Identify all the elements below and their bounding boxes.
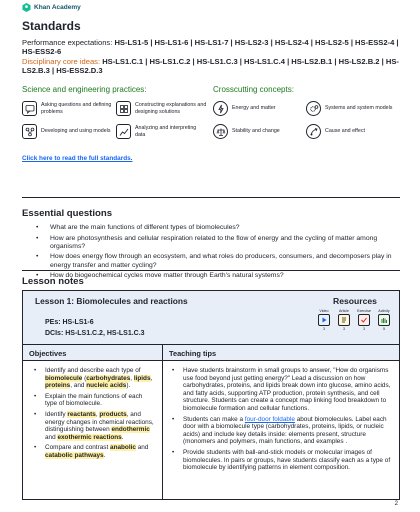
- resource-activity[interactable]: [376, 309, 392, 331]
- list-item: • How do biogeochemical cycles move matter through Earth's natural systems?: [50, 272, 395, 280]
- resource-label: Video: [319, 309, 329, 313]
- objectives-list: [31, 367, 156, 463]
- exercise-icon: [358, 314, 370, 326]
- resource-count: 3: [363, 327, 365, 331]
- resource-label: Activity: [378, 309, 390, 313]
- cc-title: Crosscutting concepts:: [213, 85, 294, 94]
- list-item: • Identify and describe each type of biomolecule (carbohydrates, lipids, proteins, and nucleic acids).: [31, 367, 156, 390]
- cc-cause-effect: [306, 124, 400, 139]
- list-item: • Compare and contrast anabolic and catabolic pathways.: [31, 444, 156, 459]
- resource-video[interactable]: [316, 309, 332, 331]
- sep-item-label: Developing and using models: [41, 128, 111, 135]
- sep-constructing-explanations: [116, 101, 211, 116]
- gears-icon: [306, 101, 321, 116]
- list-item: • Have students brainstorm in small groups to answer, "How do organisms use food beyond just getting energy?" Lead a discussion on how carbohydrates, proteins, and lipids break down into glucose, amino acids, and fatty acids, supporting ATP production, protein synthesis, and cell structure. Students can create a concept map linking food breakdown to biomolecule formation and cellular functions.: [169, 367, 395, 413]
- question-bubble-icon: [22, 101, 37, 116]
- sep-asking-questions: [22, 101, 112, 116]
- cc-item-label: Cause and effect: [325, 128, 365, 135]
- four-door-foldable-link[interactable]: four-door foldable: [244, 415, 295, 423]
- cc-systems-models: [306, 101, 400, 116]
- dci-codes: HS-LS1.C.1 | HS-LS1.C.2 | HS-LS1.C.3 | HS-LS1.C.4 | HS-LS2.B.1 | HS-LS2.B.2 | HS-LS2.B.3 | HS-ESS2.D.3: [22, 57, 399, 76]
- disciplinary-core-ideas: [22, 57, 400, 76]
- resources-title: Resources: [333, 296, 377, 306]
- lesson-notes-title: Lesson notes: [22, 276, 84, 287]
- resource-label: Exercise: [357, 309, 371, 313]
- resource-count: 3: [323, 327, 325, 331]
- essential-questions-list: [50, 224, 395, 283]
- lesson-pes: PEs: HS-LS1-6: [45, 319, 94, 326]
- khan-academy-logo: [22, 3, 81, 12]
- objectives-header: Objectives: [23, 345, 162, 361]
- essential-questions-title: Essential questions: [22, 208, 113, 219]
- page-number: 2: [394, 501, 398, 507]
- dci-label: Disciplinary core ideas:: [22, 57, 101, 66]
- cc-item-label: Systems and system models: [325, 105, 393, 112]
- list-item: • Identify reactants, products, and energy changes in chemical reactions, distinguishing between endothermic and exothermic reactions.: [31, 411, 156, 441]
- resource-label: Article: [339, 309, 349, 313]
- article-icon: [338, 314, 350, 326]
- standards-title: Standards: [22, 19, 81, 33]
- list-item: • What are the main functions of different types of biomolecules?: [50, 224, 395, 232]
- activity-icon: [378, 314, 390, 326]
- resource-exercise[interactable]: [356, 309, 372, 331]
- section-divider: [22, 197, 400, 198]
- cc-energy-matter: [213, 101, 301, 116]
- puzzle-icon: [116, 101, 131, 116]
- cc-item-label: Energy and matter: [232, 105, 276, 112]
- list-item: • Explain the main functions of each type of biomolecule.: [31, 393, 156, 408]
- sep-item-label: Constructing explanations and designing solutions: [135, 102, 207, 115]
- resource-article[interactable]: [336, 309, 352, 331]
- lesson-dcis: DCIs: HS-LS1.C.2, HS-LS1.C.3: [45, 330, 145, 337]
- sep-item-label: Analyzing and interpreting data: [135, 125, 197, 138]
- sep-title: Science and engineering practices:: [22, 85, 147, 94]
- lesson-title: Lesson 1: Biomolecules and reactions: [35, 296, 188, 306]
- sep-item-label: Asking questions and defining problems: [41, 102, 112, 115]
- lesson-card: [22, 290, 400, 500]
- list-item: • How does energy flow through an ecosystem, and what roles do producers, consumers, and decomposers play in energy transfer and matter cycling?: [50, 253, 395, 269]
- cc-item-label: Stability and change: [232, 128, 280, 135]
- list-item: • Provide students with ball-and-stick models or molecular images of biomolecules. In pairs or groups, have students classify each as a type of biomolecule by identifying patterns in element composition.: [169, 449, 395, 472]
- model-nodes-icon: [22, 124, 37, 139]
- full-standards-link[interactable]: Click here to read the full standards.: [22, 155, 133, 162]
- performance-expectations: [22, 38, 400, 57]
- cause-effect-icon: [306, 124, 321, 139]
- sep-developing-models: [22, 124, 112, 139]
- khan-academy-leaf-icon: [22, 3, 31, 12]
- list-item: • How are photosynthesis and cellular respiration related to the flow of energy and the cycling of matter among organisms?: [50, 235, 395, 251]
- list-item: • Students can make a four-door foldable about biomolecules. Label each door with a biomolecule type (carbohydrates, proteins, lipids, or nucleic acids) and include key details inside: elements present, structure (monomers and polymers, main functions, and examples .: [169, 416, 395, 446]
- line-graph-icon: [116, 124, 131, 139]
- teaching-tips-header: Teaching tips: [163, 345, 399, 361]
- resource-count: 3: [343, 327, 345, 331]
- column-divider: [162, 345, 163, 500]
- pe-label: Performance expectations:: [22, 38, 113, 47]
- energy-matter-icon: [213, 101, 228, 116]
- cc-stability-change: [213, 124, 301, 139]
- teaching-tips-list: [169, 367, 395, 475]
- balance-scale-icon: [213, 124, 228, 139]
- resource-count: 5: [383, 327, 385, 331]
- brand-name: Khan Academy: [34, 4, 81, 11]
- pe-codes: HS-LS1-5 | HS-LS1-6 | HS-LS1-7 | HS-LS2-3 | HS-LS2-4 | HS-LS2-5 | HS-ESS2-4 | HS-ESS2-6: [22, 38, 399, 57]
- section-divider: [22, 270, 400, 271]
- lesson-header: [23, 291, 399, 345]
- video-icon: [318, 314, 330, 326]
- sep-analyzing-data: [116, 124, 206, 139]
